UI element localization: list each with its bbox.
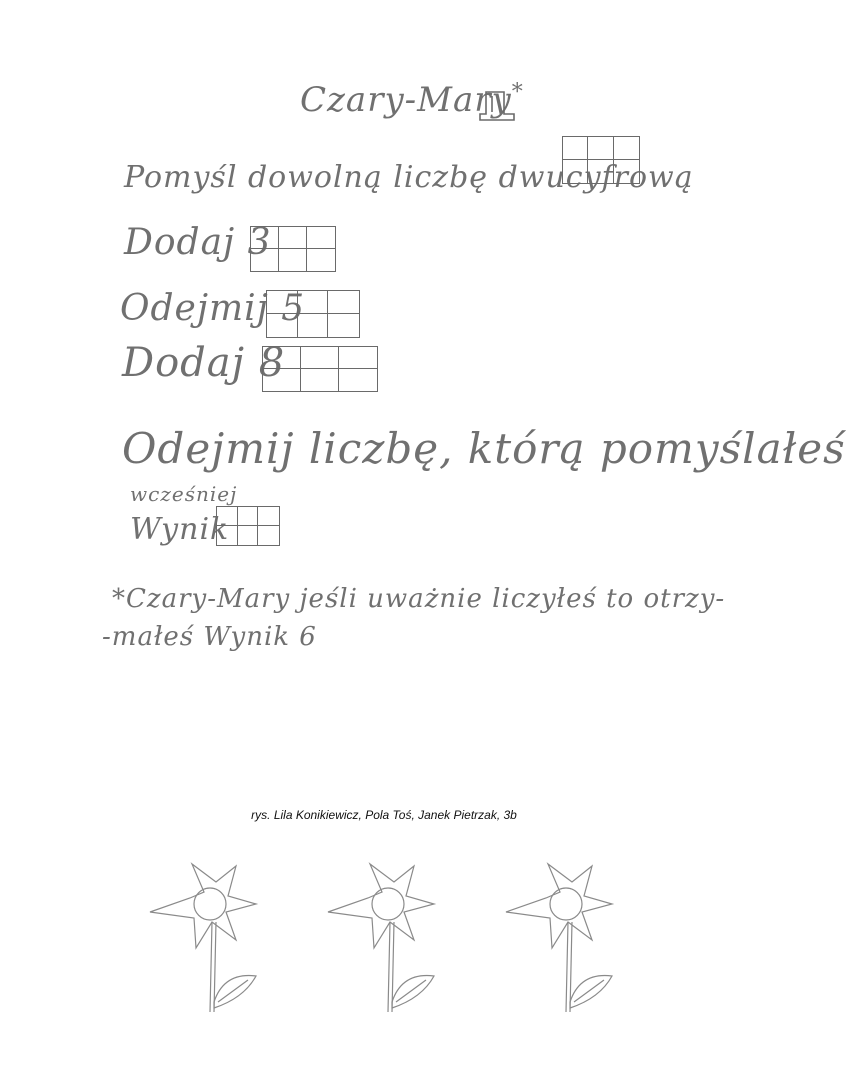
footnote-line-1: *Czary-Mary jeśli uważnie liczyłeś to otrzy- [112, 584, 726, 614]
instruction-add-3: Dodaj 3 [124, 222, 272, 263]
result-label: Wynik [130, 512, 230, 547]
instruction-subtract-5: Odejmij 5 [120, 288, 306, 329]
star-mark: * [511, 80, 524, 105]
illustration-credit: rys. Lila Konikiewicz, Pola Toś, Janek Pietrzak, 3b [251, 808, 517, 822]
answer-grid-1 [562, 136, 640, 184]
answer-grid-3 [266, 290, 360, 338]
flower-icon [326, 852, 446, 1024]
flower-icon [148, 852, 268, 1024]
magic-boot-icon [478, 90, 518, 122]
result-grid [216, 506, 280, 546]
instruction-subtract-original-cont: wcześniej [130, 482, 238, 506]
instruction-subtract-original: Odejmij liczbę, którą pomyślałeś [122, 424, 846, 473]
instruction-think-number: Pomyśl dowolną liczbę dwucyfrową [124, 160, 694, 195]
footnote-line-2: -małeś Wynik 6 [102, 622, 317, 652]
answer-grid-2 [250, 226, 336, 272]
flower-icon [504, 852, 624, 1024]
instruction-add-8: Dodaj 8 [122, 340, 286, 386]
title-text: Czary-Mary [300, 80, 512, 120]
answer-grid-4 [262, 346, 378, 392]
